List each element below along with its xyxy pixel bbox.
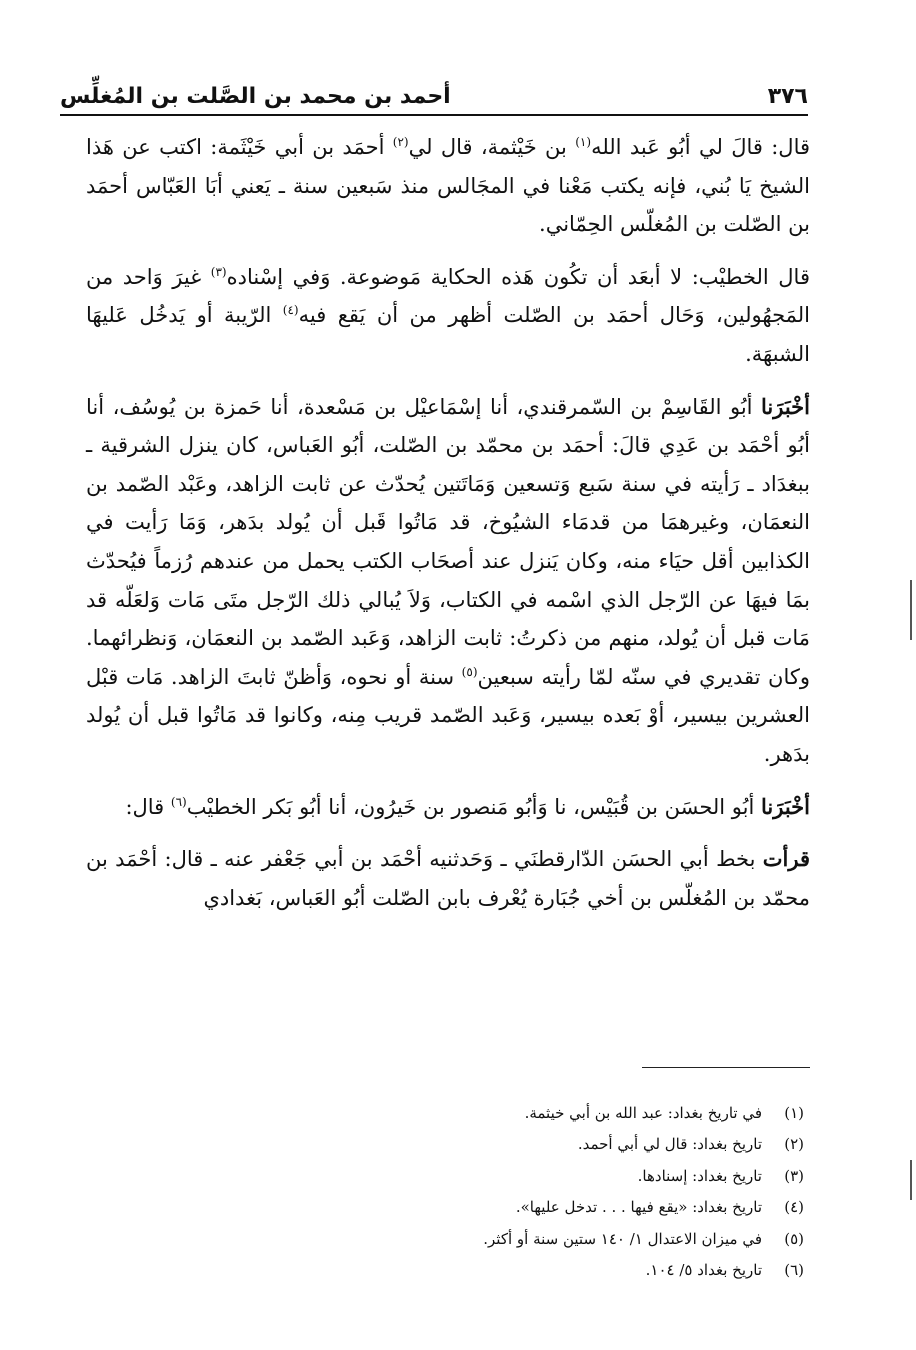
paragraph	[86, 840, 810, 917]
running-head	[60, 66, 808, 108]
footnote-text: تاريخ بغداد: إسنادها.	[637, 1166, 762, 1185]
footnote-ref: (٥)	[461, 664, 478, 679]
footnote-text: في تاريخ بغداد: عبد الله بن أبي خيثمة.	[524, 1104, 762, 1122]
text-segment: سنة أو نحوه، وَأظنّ ثابتَ الزاهد. مَات قبْل العشرين بيسير، أوْ بَعده بيسير، وَعَبد الصّمد قريب مِنه، وكانوا قد مَاتُوا قبل أن يُولد بدَهر.	[86, 664, 810, 766]
footnote-number: (٥)	[784, 1229, 804, 1248]
footnote-item	[220, 1255, 804, 1286]
footnote-number: (٤)	[784, 1198, 804, 1217]
main-text	[86, 128, 810, 931]
text-segment: قال:	[125, 794, 171, 819]
text-segment: بخط أبي الحسَن الدّارقطنَي ـ وَحَدثنيه أحْمَد بن أبي جَعْفر عنه ـ قال: أحْمَد بن محمّد بن المُغلّس بن أخي جُبَارة يُعْرف بابن الصّلت أبُو العَباس، بَغدادي	[86, 847, 810, 910]
footnote-ref: (٦)	[170, 794, 187, 809]
footnote-ref: (١)	[575, 135, 592, 149]
footnote-ref: (٤)	[282, 303, 299, 318]
text-segment: أبُو الحسَن بن قُبَيْس، نا وَأبُو مَنصور بن خَيرُون، أنا أبُو بَكر الخطيْب	[186, 794, 762, 819]
page-number: ٣٧٦	[767, 84, 808, 109]
text-segment: غيرَ وَاحد من المَجهُولين، وَحَال أحمَد بن الصّلت أظهر من أن يَقع فيه	[86, 264, 810, 328]
paragraph	[86, 388, 810, 774]
footnote-number: (١)	[784, 1104, 804, 1122]
paragraph	[86, 258, 810, 374]
text-segment: أبُو القَاسِمْ بن السّمرقندي، أنا إسْمَاعيْل بن مَسْعدة، أنا حَمزة بن يُوسُف، أنا أبُو أحْمَد بن عَدِي قالَ: أحمَد بن محمّد بن الصّلت، أبُو العَباس، كان ينزل الشرقية ـ ببغدَاد ـ رَأيته في سنة سَبع وَتسعين وَمَاتَتين يُحدّث عن ثابت الزاهد، وعَبْد الصّمد بن النعمَان، وغيرهمَا من قدمَاء الشيُوخ، قد مَاتُوا قَبل أن يُولد بدَهر، وَمَا رَأيت في الكذابين أقل حيَاء منه، وكان يَنزل عند أصحَاب الكتب يحمل من عندهم رُزماً فيُحدّث بمَا فيهَا عن الرّجل الذي اسْمه في الكتاب، وَلاَ يُبالي ذلك الرّجل متَى مَات وَلعَلّه قد مَات قبل أن يُولد، منهم من ذكرتُ: ثابت الزاهد، وَعَبد الصّمد بن النعمَان، وَنظرائهما. وكان تقديري في سنّه لمّا رأيته سبعين	[86, 394, 811, 689]
footnote-item	[220, 1161, 804, 1192]
paragraph	[86, 128, 810, 244]
header-rule	[60, 114, 808, 116]
footnote-text: تاريخ بغداد: قال لي أبي أحمد.	[577, 1135, 762, 1154]
text-segment: أحمَد بن أبي خَيْثَمة: اكتب عن هَذا الشيخ يَا بُني، فإنه يكتب مَعْنا في المجَالس منذ سَبعين سنة ـ يَعني أبَا العَبّاس أحمَد بن الصّلت بن المُغلّس الحِمّاني.	[86, 135, 810, 237]
paragraph-lead-word: أخْبَرَنا	[761, 793, 810, 819]
footnote-item	[220, 1224, 804, 1255]
paragraph-lead-word: قرأت	[762, 846, 810, 872]
margin-scan-mark	[910, 1160, 912, 1200]
footnotes-list	[220, 1098, 804, 1286]
footnote-number: (٣)	[784, 1166, 804, 1185]
footnote-text: في ميزان الاعتدال ١/ ١٤٠ ستين سنة أو أكثر.	[483, 1229, 762, 1248]
footnote-separator	[642, 1067, 810, 1068]
footnote-text: تاريخ بغداد ٥/ ١٠٤.	[645, 1261, 762, 1280]
footnote-number: (٢)	[784, 1135, 804, 1154]
footnote-item	[220, 1129, 804, 1160]
footnote-ref: (٢)	[392, 135, 409, 149]
footnote-item	[220, 1192, 804, 1223]
paragraph	[86, 788, 810, 827]
text-segment: بن خَيْثمة، قال لي	[408, 135, 576, 159]
paragraph-lead-word: أخْبَرَنا	[761, 393, 810, 419]
text-segment: قال: قالَ لي أبُو عَبد الله	[591, 135, 811, 159]
margin-scan-mark	[910, 580, 912, 640]
footnote-number: (٦)	[784, 1261, 804, 1280]
footnote-item	[220, 1098, 804, 1129]
text-segment: قال الخطيْب: لا أبعَد أن تكُون هَذه الحكاية مَوضوعة. وَفي إسْناده	[226, 264, 810, 289]
text-segment: الرّيبة أو يَدخُل عَليهَا الشبهَة.	[86, 303, 810, 366]
running-title: أحمد بن محمد بن الصَّلت بن المُغلِّس	[60, 84, 451, 109]
footnote-ref: (٣)	[210, 264, 227, 279]
footnote-text: تاريخ بغداد: «يقع فيها . . . تدخل عليها».	[515, 1198, 762, 1217]
